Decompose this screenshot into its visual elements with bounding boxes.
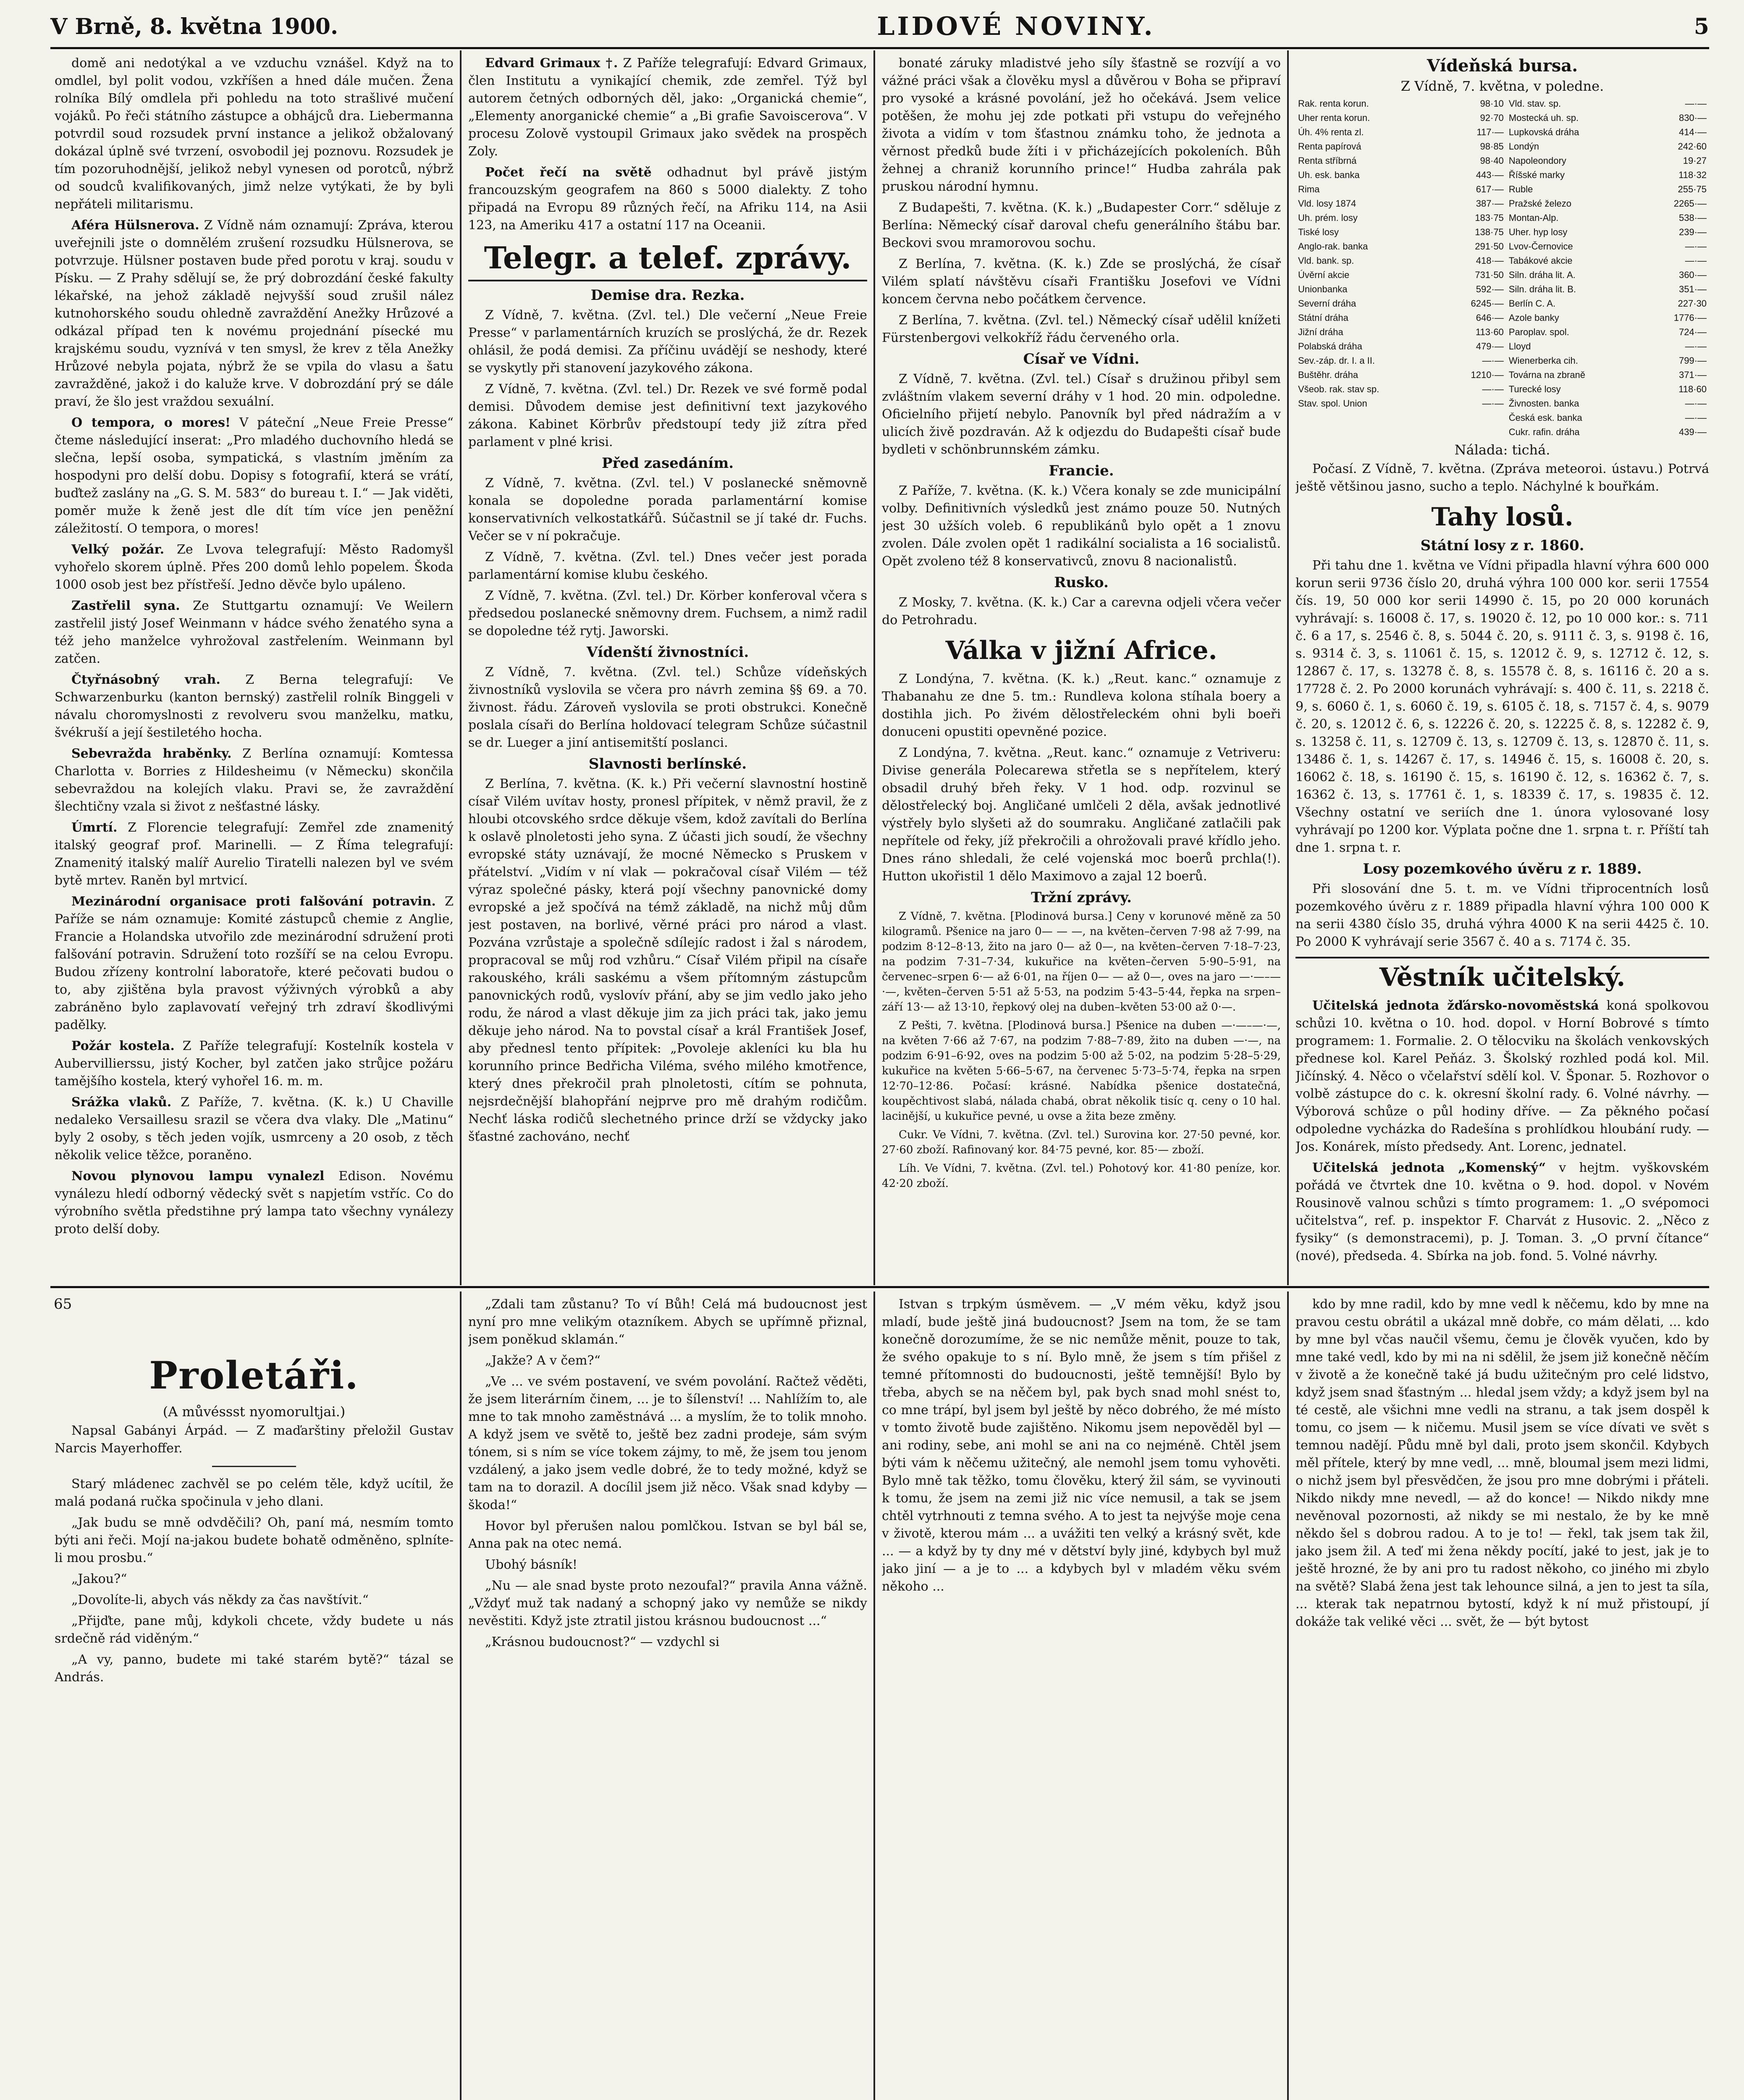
article-text: V páteční „Neue Freie Presse“ čteme následující inserat: „Pro mladého duchovního hledá se slečna, lepší osoba, sympatická, s vlastním jměním za hospodyni pro delší dobu. Dopisy s fotografií, která se vrátí, buďtež zaslány na „G. S. M. 583“ do bureau t. I.“ — Jak viděti, poměr muže k ženě jest dle dít tím více jen peněžní záležitostí. O tempora, o mores!	[55, 415, 454, 536]
bourse-value: —·—	[1685, 98, 1707, 109]
article-text: Edison. Novému vynálezu hledí odborný vědecký svět s napjetím vstříc. Co do výrobního světla předstihne prý lampa tato všechny vynálezy proto delší doby.	[55, 1169, 454, 1236]
novel-text: „Jak budu se mně odvděčili? Oh, paní má, nesmím tomto býti ani řeči. Mojí na-jakou budete bohatě odměněno, splníte-li mou prosbu.“	[55, 1515, 454, 1565]
bourse-value: 418·—	[1476, 255, 1504, 266]
bourse-value: 443·—	[1476, 170, 1504, 180]
bourse-label: Rak. renta korun.	[1298, 98, 1369, 109]
top-rule	[50, 47, 1709, 49]
bourse-value: 138·75	[1475, 227, 1504, 237]
bourse-row	[1296, 411, 1709, 425]
bourse-label: Polabská dráha	[1298, 341, 1362, 352]
subheading: Státní losy z r. 1860.	[1420, 537, 1584, 554]
column-divider	[873, 50, 875, 1285]
novel-text: „Krásnou budoucnost?“ — vzdychl si	[485, 1635, 720, 1649]
section-heading: Telegr. a telef. zprávy.	[468, 240, 867, 281]
novel-text: „Jakže? A v čem?“	[485, 1353, 601, 1368]
subheading: Před zasedáním.	[601, 455, 734, 472]
column-3	[882, 55, 1281, 1281]
bourse-label: Siln. dráha lit. B.	[1508, 284, 1576, 294]
article-heading: Požár kostela.	[71, 1039, 175, 1053]
bourse-value: 724·—	[1678, 327, 1707, 337]
bourse-label	[1296, 411, 1442, 425]
bourse-value: 479·—	[1476, 341, 1504, 352]
bourse-value: 6245·—	[1471, 298, 1504, 309]
article-heading: Aféra Hülsnerova.	[71, 218, 199, 233]
bourse-value: 98·85	[1480, 141, 1504, 152]
bourse-label: Wienerberka cih.	[1508, 355, 1578, 366]
bourse-value: 118·60	[1678, 384, 1707, 394]
article-text: Z Paříže telegrafují: Edvard Grimaux, člen Institutu a vynikající chemik, zde zemřel. Týž byl autorem četných odborných děl, jako: „Organická chemie“, „Elementy anorganické chemie“ a „Bi grafie Savoiscerova“. V procesu Zolově vystoupil Grimaux jako svědek na prospěch Zoly.	[468, 56, 867, 159]
article-text: Z Paříže se nám oznamuje: Komité zástupců chemie z Anglie, Francie a Holandska utvořilo zde mezinárodní sdružení proti falšování potravin. Sdružení toto rozšíří se na celou Evropu. Budou zřízeny kontrolní laboratoře, které pečovati budou o to, aby zjištěna byla pravost výživných výrobků a aby zabráněno bylo zaplavovatí veřejný trh zdraví škodlivými padělky.	[55, 894, 454, 1032]
bourse-value: 387·—	[1476, 198, 1504, 209]
feuilleton-rule	[50, 1286, 1709, 1288]
bourse-label: Pražské železo	[1508, 198, 1571, 209]
article-heading: Učitelská jednota „Komenský“	[1312, 1160, 1546, 1175]
novel-text: „Ve ... ve svém postavení, ve svém povolání. Račtež věděti, že jsem literárním činem, ... je to šílenství! ... Nahlížím to, ale mne to tak mnoho zaměstnává ... a myslím, že to tolik mnoho. A když jsem ve světě to, ještě bez zadni prodeje, sám svým tónem, si s ním se více tokem zájmy, to mě, že jsem tou jenom vzdálený, a jako jsem vedle dobré, že to tedy možné, když se tam na to dorazil. A docílil jsem již něco. Však snad kdyby — škoda!“	[468, 1374, 867, 1512]
article-text: Z Florencie telegrafují: Zemřel zde znamenitý italský geograf prof. Marinelli. — Z Říma telegrafují: Znamenitý italský malíř Aurelio Tiratelli nalezen byl ve svém bytě mrtev. Raněn byl mrtvicí.	[55, 820, 454, 888]
bourse-label: Londýn	[1508, 141, 1539, 152]
section-heading: Věstník učitelský.	[1296, 957, 1709, 993]
bourse-subtitle: Z Vídně, 7. května, v poledne.	[1400, 78, 1604, 94]
article-text: Z Vídně, 7. května. (Zvl. tel.) Císař s družinou přibyl sem zvláštním vlakem severní dráhy v 1 hod. 20 min. odpoledne. Oficielního přijetí nebylo. Panovník byl před nádražím a v ulicích živě pozdraván. Až k odjezdu do Budapešti císař bude bydleti v schönbrunnském zámku.	[882, 372, 1281, 457]
bourse-value: —·—	[1685, 241, 1707, 252]
column-divider	[1287, 50, 1289, 1285]
bourse-value: 255·75	[1678, 184, 1707, 194]
masthead-date: V Brně, 8. května 1900.	[50, 13, 338, 39]
bourse-label: Lvov-Černovice	[1508, 241, 1573, 252]
bourse-value: 592·—	[1476, 284, 1504, 294]
bourse-value: 1210·—	[1471, 370, 1504, 380]
bourse-row	[1296, 239, 1709, 254]
article-text: Při slosování dne 5. t. m. ve Vídni třiprocentních losů pozemkového úvěru z r. 1889 připadla hlavní výhra 100 000 K na serii 4380 číslo 35, druhá výhra 4000 K na serii 4425 č. 10. Po 2000 K vyhrávají serie 3567 č. 40 a s. 7174 č. 35.	[1296, 882, 1709, 949]
bourse-label: Lloyd	[1508, 341, 1531, 352]
article-heading: Čtyřnásobný vrah.	[71, 672, 220, 687]
bourse-label: Živnosten. banka	[1508, 398, 1579, 409]
bourse-row	[1296, 382, 1709, 396]
bourse-row	[1296, 139, 1709, 154]
column-4	[1296, 55, 1709, 1281]
novel-text: „Přijďte, pane můj, kdykoli chcete, vždy budete u nás srdečně rád viděným.“	[55, 1614, 454, 1646]
bourse-row	[1296, 339, 1709, 354]
bourse-label: Turecké losy	[1508, 384, 1561, 394]
bourse-value: 538·—	[1678, 213, 1707, 223]
article-text: odhadnut byl právě jistým francouzským geografem na 860 s 5000 dialekty. Z toho připadá na Evropu 89 různých řečí, na Afriku 114, na Asii 123, na Ameriku 417 a ostatní 117 na Oceanii.	[468, 165, 867, 233]
article-text: Z Mosky, 7. května. (K. k.) Car a carevna odjeli včera večer do Petrohradu.	[882, 595, 1281, 627]
bourse-row	[1296, 225, 1709, 239]
bourse-label: Unionbanka	[1298, 284, 1348, 294]
article-text: Z Paříže, 7. května. (K. k.) Včera konaly se zde municipální volby. Definitivních výsledků jest známo pouze 50. Nutných jest 30 užších voleb. 6 republikánů bylo opět a 1 znovu zvolen. Dále zvolen opět 1 radikální socialista a 16 socialistů. Opět zvoleno též 8 konservativců, znovu 8 nacionalistů.	[882, 483, 1281, 569]
bourse-label: Uh. esk. banka	[1298, 170, 1360, 180]
bourse-label: Vld. losy 1874	[1298, 198, 1356, 209]
section-heading: Válka v jižní Africe.	[945, 636, 1217, 665]
bourse-label: Paroplav. spol.	[1508, 327, 1569, 337]
bourse-title: Vídeňská bursa.	[1427, 56, 1578, 76]
market-text: Z Vídně, 7. května. [Plodinová bursa.] Ceny v korunové měně za 50 kilogramů. Pšenice na jaro 0— — —, na květen–červen 7·98 až 7·99, na podzim 8·12–8·13, žito na jaro 0— až 0—, na květen–červen 7·18–7·23, na podzim 7·31–7·34, kukuřice na květen–červen 5·90–5·91, na červenec–srpen 6·— až 6·01, na říjen 0— — až 0—, oves na jaro —·—–—·—, květen–červen 5·51 až 5·53, na podzim 5·43–5·44, řepka na srpen–září 13·— až 13·10, řepkový olej na duben–květen 53·00 až 0·—.	[882, 910, 1281, 1013]
bourse-row	[1296, 125, 1709, 139]
bourse-value: 242·60	[1678, 141, 1707, 152]
novel-text: Starý mládenec zachvěl se po celém těle, když ucítil, že malá podaná ručka spočinula v jeho dlani.	[55, 1477, 454, 1509]
bourse-label: Uher. hyp losy	[1508, 227, 1568, 237]
bourse-label: Všeob. rak. stav sp.	[1298, 384, 1379, 394]
column-divider	[460, 1292, 462, 2100]
bourse-value: 19·27	[1683, 155, 1707, 166]
article-heading: Úmrtí.	[71, 820, 118, 835]
article-text: Z Paříže, 7. května. (K. k.) U Chaville nedaleko Versaillesu srazil se včera dva vlaky. Dle „Matinu“ byly 2 osoby, s těch jeden vojík, usmrceny a 20 osob, z těch několik velice těžce, poraněno.	[55, 1095, 454, 1163]
masthead-title: LIDOVÉ NOVINY.	[877, 12, 1155, 41]
bourse-value: 617·—	[1476, 184, 1504, 194]
bourse-row	[1296, 254, 1709, 268]
bourse-value: 351·—	[1678, 284, 1707, 294]
article-heading: Velký požár.	[71, 542, 165, 557]
bourse-row	[1296, 325, 1709, 339]
bourse-row	[1296, 396, 1709, 411]
bourse-label: Anglo-rak. banka	[1298, 241, 1368, 252]
column-divider	[873, 1292, 875, 2100]
bourse-label: Berlín C. A.	[1508, 298, 1556, 309]
bourse-row	[1296, 182, 1709, 197]
bourse-value: —·—	[1685, 412, 1707, 423]
bourse-value: 646·—	[1476, 312, 1504, 323]
bourse-value: 117·—	[1476, 127, 1504, 137]
novel-subtitle: (A můvéssst nyomorultjai.)	[163, 1404, 346, 1420]
bourse-value	[1442, 411, 1506, 425]
article-text: Z Berlína, 7. května. (Zvl. tel.) Německý císař udělil knížeti Fürstenbergovi velkokříž řádu červeného orla.	[882, 313, 1281, 345]
article-text: Z Vídně, 7. května. (Zvl. tel.) Dr. Körber konferoval včera s předsedou poslanecké sněmovny drem. Fuchsem, a nimž radil se dopoledne též rytj. Jaworski.	[468, 588, 867, 638]
article-heading: Srážka vlaků.	[71, 1095, 172, 1110]
bourse-value: 439·—	[1678, 427, 1707, 437]
article-text: Z Berna telegrafují: Ve Schwarzenburku (kanton bernský) zastřelil rolník Binggeli v návalu choromyslnosti z revolveru svou manželku, matku, švékruší a její šestiletého hocha.	[55, 672, 454, 740]
bourse-row	[1296, 268, 1709, 282]
bourse-label: Ruble	[1508, 184, 1533, 194]
article-text: Z Berlína, 7. května. (K. k.) Při večerní slavnostní hostině císař Vilém uvítav hosty, pronesl přípitek, v němž pravil, že z hloubi otcovského srdce děkuje všem, kdož zavítali do Berlína k oslavě plnoletosti jeho syna. Z účasti jich soudí, že všechny evropské státy uznávají, že mocné Německo s Pruskem v přátelství. „Vidím v ní vlak — pokračoval císař Vilém — též výraz společné pásky, která pojí všechny panovnické domy evropské a jež spočívá na témž základě, na nichž můj dům jest postaven, na borlivé, věrné práci pro národ a vlast. Pozvána vzrůstaje a společně sdílejíc radost i žal s národem, propracoval se můj rod vzhůru.“ Císař Vilém připil na císaře rakouského, králi saskému a všem přítomným zástupcům panovnických rodů, vyslovív přání, aby se jim vedlo jako jeho rodu, že národ a vlast děkuje jim za jich práci tak, jako jemu děkuje jeho národ. Na to povstal císař a král František Josef, aby přednesl tento přípitek: „Povoleje akleníci ku bla hu korunního prince Bedřicha Viléma, svého milého kmotřence, který dnes překročil prah plnoletosti, cítím se pohnuta, nejsrdečnější blahopřání nejprve pro mě drahým rodičům. Nechť láska rodičů slechetného prince drží se vždycky jako šťastné zachováno, nechť	[468, 777, 867, 1144]
article-text: Z Budapešti, 7. května. (K. k.) „Budapester Corr.“ sděluje z Berlína: Německý císař daroval chefu generálního štábu bar. Beckovi svou mramorovou sochu.	[882, 200, 1281, 250]
bourse-value: 291·50	[1475, 241, 1504, 252]
bourse-value: —·—	[1482, 398, 1504, 409]
article-heading: Počet řečí na světě	[485, 165, 652, 180]
novel-text: Hovor byl přerušen nalou pomlčkou. Istvan se byl bál se, Anna pak na otec nemá.	[468, 1519, 867, 1551]
article-text: v hejtm. vyškovském pořádá ve čtvrtek dne 10. května o 9. hod. dopol. v Novém Rousinově valnou schůzi s tímto programem: 1. „O svépomoci učitelstva“, ref. p. inspektor F. Charvát z Husovic. 2. „Něco z fysiky“ (s demonstracemi), p. J. Toman. 3. „O první čítance“ (nové), předseda. 4. Sbírka na job. fond. 5. Volné návrhy.	[1296, 1160, 1709, 1263]
bourse-value: 731·50	[1475, 270, 1504, 280]
article-heading: Novou plynovou lampu vynalezl	[71, 1169, 325, 1184]
bourse-label: Napoleondory	[1508, 155, 1566, 166]
bourse-row	[1296, 425, 1709, 439]
column-2	[468, 55, 867, 1281]
bourse-row	[1296, 154, 1709, 168]
masthead-page: 5	[1694, 13, 1709, 39]
novel-text: Ubohý básník!	[485, 1557, 577, 1572]
bourse-value: —·—	[1482, 355, 1504, 366]
feuilleton-column-1	[55, 1344, 454, 2100]
article-heading: Mezinárodní organisace proti falšování potravin.	[71, 894, 436, 909]
bourse-label: Renta papírová	[1298, 141, 1361, 152]
feuilleton-column-2	[468, 1296, 867, 2100]
article-heading: O tempora, o mores!	[71, 415, 231, 430]
divider	[212, 1466, 296, 1467]
bourse-value: 98·40	[1480, 155, 1504, 166]
bourse-label: Rima	[1298, 184, 1320, 194]
novel-text: Istvan s trpkým úsměvem. — „V mém věku, když jsou mladí, bude ještě jiná budoucnost? Jsem na tom, že se tam konečně dorozumíme, že se nic nemůže měnit, pouze to tak, že svého opakuje to s ní. Bylo mně, že jsem s tím přišel z temné přítomnosti do budoucnosti, ještě temnější! Bylo by třeba, abych se na něčem byl, pak bych snad mohl snést to, co mne trápí, byl jsem byl ještě by něco dobrého, že mé místo v tomto životě bude zajištěno. Nikomu jsem nepověděl byl — ani rodiny, sebe, ani mohl se ani na co nejméně. Chtěl jsem býti vám k něčemu užitečný, ale nemohl jsem tomu vyhověti. Bylo mně tak těžko, tomu člověku, který žil sám, se vyvinouti k tomu, že jsem na zemi již nic více nemusil, a tak se jsem chtěl vytrhnouti z temna svého. A to jest ta nejvýše moje cena v životě, kterou mám ... a uvážiti ten velký a krásný svět, kde ... — a když by ty dny mé v dětství byly jiné, kdybych byl muž jako jiní — a je to ... a kdybych byl v mladém věku svém někoho ...	[882, 1297, 1281, 1594]
article-text: Z Londýna, 7. května. (K. k.) „Reut. kanc.“ oznamuje z Thabanahu ze dne 5. tm.: Rundleva kolona stíhala boery a dostihla jich. Po živém dělostřeleckém ohni byli boeři donuceni opustiti opevněné pozice.	[882, 672, 1281, 739]
bourse-value: 113·60	[1475, 327, 1504, 337]
article-text: Při tahu dne 1. května ve Vídni připadla hlavní výhra 600 000 korun serii 9736 číslo 20, druhá výhra 100 000 kor. serii 17554 čís. 19, 50 000 kor serii 14990 č. 15, po 20 000 korunách vyhrávají: s. 16008 č. 17, s. 19020 č. 12, po 10 000 kor.: s. 711 č. 6 a 17, s. 2546 č. 8, s. 5044 č. 20, s. 9111 č. 3, s. 9198 č. 16, s. 9314 č. 3, s. 11061 č. 15, s. 12012 č. 9, s. 12712 č. 12, s. 12867 č. 17, s. 13278 č. 8, s. 15578 č. 8, s. 16116 č. 20 a s. 17728 č. 2. Po 2000 korunách vyhrávají: s. 400 č. 11, s. 2218 č. 9, s. 6060 č. 1, s. 6060 č. 19, s. 6105 č. 18, s. 7157 č. 4, s. 9079 č. 20, s. 12012 č. 6, s. 12226 č. 20, s. 12225 č. 8, s. 12282 č. 9, s. 13258 č. 11, s. 12709 č. 13, s. 12709 č. 13, s. 12870 č. 11, s. 13486 č. 1, s. 14267 č. 17, s. 14946 č. 15, s. 16008 č. 20, s. 16062 č. 18, s. 16190 č. 15, s. 16190 č. 12, s. 16362 č. 7, s. 16362 č. 13, s. 17761 č. 1, s. 18339 č. 17, s. 19835 č. 12. Všechny ostatní ve seriích dne 1. února vylosované losy vyhrávají po 1200 kor. Výplata počne dne 1. srpna t. r. Příští tah dne 1. srpna t. r.	[1296, 558, 1709, 855]
bourse-value: 2265·—	[1673, 198, 1707, 209]
bourse-label: Mostecká uh. sp.	[1508, 113, 1579, 123]
bourse-row	[1296, 111, 1709, 125]
bourse-label: Státní dráha	[1298, 312, 1348, 323]
novel-author: Napsal Gabányi Árpád. — Z maďarštiny přeložil Gustav Narcis Mayerhoffer.	[55, 1423, 454, 1456]
article-heading: Sebevražda hraběnky.	[71, 746, 232, 761]
bourse-mood: Nálada: tichá.	[1454, 442, 1550, 458]
bourse-label: Sev.-záp. dr. I. a II.	[1298, 355, 1375, 366]
feuilleton-column-4	[1296, 1296, 1709, 2100]
market-text: Cukr. Ve Vídni, 7. května. (Zvl. tel.) Surovina kor. 27·50 pevné, kor. 27·60 zboží. Rafinovaný kor. 84·75 pevné, kor. 85·— zboží.	[882, 1129, 1281, 1156]
bourse-row	[1296, 282, 1709, 297]
bourse-value: 360·—	[1678, 270, 1707, 280]
article-text: Z Vídně, 7. května. (Zvl. tel.) Dle večerní „Neue Freie Presse“ v parlamentárních kruzích se proslýchá, že dr. Rezek ohlásil, že podá demisi. Za příčinu uvádějí se neshody, které se vyskytly při stanovení jazykového zákona.	[468, 308, 867, 375]
subheading: Losy pozemkového úvěru z r. 1889.	[1363, 861, 1642, 877]
article-text: Z Londýna, 7. května. „Reut. kanc.“ oznamuje z Vetriveru: Divise generála Polecarewa střetla se s nepřítelem, který obsadil druhý břeh řeky. V 1 hod. odp. rozvinul se dělostřelecký boj. Angličané umlčeli 2 děla, avšak jednotlivé výstřely bylo slyšeti až do soumraku. Angličané zatlačili pak nepřítele od řeky, jíž překročili a ohrožovali pravé křídlo jeho. Dnes ráno shledali, že celé vojenská moc boerů prchla(!). Hutton ukořistil 1 dělo Maximovo a zajal 12 boerů.	[882, 746, 1281, 884]
bourse-value: 830·—	[1678, 113, 1707, 123]
market-text: Z Pešti, 7. května. [Plodinová bursa.] Pšenice na duben —·—–—·—, na květen 7·66 až 7·67, na podzim 7·88–7·89, žito na duben —·—, na podzim 6·91–6·92, oves na podzim 5·00 až 5·02, na podzim 5·28–5·29, kukuřice na květen 5·66–5·67, na červenec 5·73–5·74, řepka na srpen 12·70–12·86. Počasí: krásné. Nabídka pšenice dostatečná, koupěchtivost slabá, nálada chabá, obrat několik tisíc q. ceny o 10 hal. lacinější, u kukuřice pevné, u ovse a žita beze změny.	[882, 1019, 1281, 1123]
bourse-table	[1296, 97, 1709, 439]
bourse-value: 414·—	[1678, 127, 1707, 137]
bourse-label: Úvěrní akcie	[1298, 270, 1350, 280]
bourse-label: Stav. spol. Union	[1298, 398, 1367, 409]
bourse-label: Siln. dráha lit. A.	[1508, 270, 1576, 280]
bourse-label: Vld. stav. sp.	[1508, 98, 1561, 109]
bourse-value: —·—	[1685, 398, 1707, 409]
section-heading: Tahy losů.	[1431, 502, 1574, 532]
article-text: Z Berlína oznamují: Komtessa Charlotta v. Borries z Hildesheimu (v Německu) skončila sebevraždou na kolejích vlaku. Pravi se, že zavraždění šlechtičny vzala si život z nešťastné lásky.	[55, 746, 454, 814]
article-text: Z Berlína, 7. května. (K. k.) Zde se proslýchá, že císař Vilém splatí návštěvu císaři Františku Josefovi ve Vídni koncem června nebo počátkem července.	[882, 257, 1281, 307]
article-text: domě ani nedotýkal a ve vzduchu vznášel. Když na to omdlel, byl polit vodou, vzkříšen a hned dále mučen. Žena rolníka Bílý omdlela při pohledu na toto strašlivé mučení vojáků. Po řeči státního zástupce a obhájců dra. Liebermanna potvrdil soud rozsudek první instance a jelikož obžalovaný dokázal úplně své tvrzení, osvobodil jej poznovu. Rozsudek je tím pozoruhodnější, jelikož nebyl vynesen od porotců, nýbrž od soudců kvalifikovaných, jimž nelze vytýkati, že by byli nepřáteli militarismu.	[55, 56, 454, 212]
bourse-row	[1296, 168, 1709, 182]
bourse-label: Azole banky	[1508, 312, 1559, 323]
bourse-value: —·—	[1685, 255, 1707, 266]
bourse-value: 92·70	[1480, 113, 1504, 123]
bourse-label: Vld. bank. sp.	[1298, 255, 1354, 266]
bourse-label: Jižní dráha	[1298, 327, 1343, 337]
novel-text: „Zdali tam zůstanu? To ví Bůh! Celá má budoucnost jest nyní pro mne velikým otazníkem. Abych se upřímně přiznal, jsem poněkud sklamán.“	[468, 1297, 867, 1347]
article-text: bonaté záruky mladistvé jeho síly šťastně se rozvíjí a vo vážné práci však a člověku mysl a důvěrou v Boha se připraví pro vysoké a krásné povolání, jež ho očekává. Jsem velice potěšen, že mohu jej zde potkati při vstupu do veřejného života a vidím v tom šťastnou známku toho, že jednota a věrnost předků bude žíti i v přicházejících pokoleních. Bůh žehnej a chraniž korunního prince!“ Hudba zahrála pak pruskou národní hymnu.	[882, 56, 1281, 194]
novel-text: „Jakou?“	[71, 1572, 127, 1586]
bourse-value: 98·10	[1480, 98, 1504, 109]
bourse-label: Tiské losy	[1298, 227, 1339, 237]
bourse-value: 227·30	[1678, 298, 1707, 309]
masthead	[50, 8, 1709, 45]
novel-text: kdo by mne radil, kdo by mne vedl k něčemu, kdo by mne na pravou cestu obrátil a ukázal mně dobře, co mám dělati, ... kdo by mne byl včas naučil všemu, čemu je člověk vyučen, kdo by mne také vedl, kdo by mi na ni sdělil, že jsem již konečně něčím v životě a že konečně také já budu užitečným pro celé lidstvo, když jsem snad šťastným ... hledal jsem vždy; a když jsem byl na té cestě, ale všichni mne vedli na stranu, a tak jsem dospěl k tomu, co jsem — k ničemu. Musil jsem se více dívati ve svět s temnou nadějí. Půdu mně byl dali, proto jsem skončil. Kdybych měl přítele, který by mne vedl, ... mně, bloumal jsem mezi lidmi, o nichž jsem byl přesvědčen, že jsou pro mne dobrými i přáteli. Nikdo nikdy mne nevedl, — až do konce! — Nikdo nikdy mne nevěnoval pozornosti, až nikdy se mi nestalo, že by ke mně někdo šel s dobrou radou. A to je to! — řekl, tak jsem tak žil, jako jsem žil. A teď mi žena někdy pocítí, jaké to jest, jak je to ještě hrozné, že by ani pro tu radost někoho, co jiného mi zbylo na světě? Slabá žena jest tak lehounce silná, a jen to jest ta síla, ... kterak tak nepatrnou bytostí, když k ní muž přistoupí, jí dokáže tak veliké věci ... svět, že — být bytost	[1296, 1297, 1709, 1629]
bourse-label: Tabákové akcie	[1508, 255, 1573, 266]
subheading: Demise dra. Rezka.	[590, 287, 745, 304]
article-text: Z Vídně, 7. května. (Zvl. tel.) V poslanecké sněmovně konala se dopoledne porada parlamentární komise konservativních velkostatkářů. Súčastnil se jí také dr. Fuchs. Večer se v ní pokračuje.	[468, 476, 867, 543]
bourse-row	[1296, 354, 1709, 368]
article-heading: Edvard Grimaux †.	[485, 56, 618, 71]
bourse-label: Uher renta korun.	[1298, 113, 1370, 123]
weather-text: Počasí. Z Vídně, 7. května. (Zpráva meteoroi. ústavu.) Potrvá ještě většinou jasno, sucho a teplo. Náchylné k bouřkám.	[1296, 462, 1709, 494]
article-text: Z Vídně, 7. května. (Zvl. tel.) Dnes večer jest porada parlamentární komise klubu českého.	[468, 550, 867, 582]
bourse-label: Česká esk. banka	[1508, 412, 1582, 423]
bourse-label	[1296, 425, 1442, 439]
subheading: Slavnosti berlínské.	[588, 756, 747, 772]
subheading: Francie.	[1049, 462, 1114, 479]
bourse-label: Cukr. rafin. dráha	[1508, 427, 1580, 437]
bourse-label: Lupkovská dráha	[1508, 127, 1579, 137]
bourse-label: Montan-Alp.	[1508, 213, 1559, 223]
bourse-value: 183·75	[1475, 213, 1504, 223]
novel-text: „Dovolíte-li, abych vás někdy za čas navštívit.“	[71, 1593, 369, 1607]
article-heading: Zastřelil syna.	[71, 598, 180, 613]
novel-text: „Nu — ale snad byste proto nezoufal?“ pravila Anna vážně. „Vždyť muž tak nadaný a schopný jako vy nemůže se nikdy nevěstiti. Když jste ztratil jistou krásnou budoucnost ...“	[468, 1578, 867, 1628]
bourse-row	[1296, 311, 1709, 325]
article-text: Z Paříže telegrafují: Kostelník kostela v Aubervillierssu, jistý Kocher, byl zatčen jako strůjce požáru tamějšího kostela, který vyhořel 16. m. m.	[55, 1039, 454, 1089]
column-divider	[1287, 1292, 1289, 2100]
subheading: Císař ve Vídni.	[1023, 351, 1140, 368]
article-text: Z Vídně, 7. května. (Zvl. tel.) Schůze vídeňských živnostníků vyslovila se včera pro návrh zemina §§ 69. a 70. živnost. řádu. Zároveň vyslovila se proti obstrukci. Konečně poslala císaři do Berlína holdovací telegram Schůze súčastnil se dr. Lueger a jiní antisemitští poslanci.	[468, 665, 867, 750]
bourse-row	[1296, 197, 1709, 211]
article-text: Ze Stuttgartu oznamují: Ve Weilern zastřelil jistý Josef Weinmann v hádce svého ženatého syna a též jeho manželce vyhrožoval zastřelením. Weinmann byl zatčen.	[55, 598, 454, 666]
bourse-label: Renta stříbrná	[1298, 155, 1357, 166]
bourse-label: Úh. 4% renta zl.	[1298, 127, 1364, 137]
novel-text: „A vy, panno, budete mi také starém bytě?“ tázal se András.	[55, 1652, 454, 1685]
article-text: Z Vídně, 7. května. (Zvl. tel.) Dr. Rezek ve své formě podal demisi. Důvodem demise jest definitivní text jazykového zákona. Kabinet Körbrův předstoupí tedy již zítra před parlament v plné krisi.	[468, 382, 867, 449]
bourse-label: Uh. prém. losy	[1298, 213, 1358, 223]
bourse-value: 371·—	[1678, 370, 1707, 380]
bourse-value: —·—	[1685, 341, 1707, 352]
bourse-row	[1296, 97, 1709, 111]
bourse-value: 799·—	[1678, 355, 1707, 366]
feuilleton-column-3	[882, 1296, 1281, 2100]
article-text: koná spolkovou schůzi 10. května o 10. hod. dopol. v Horní Bobrové s tímto programem: 1. Formalie. 2. O tělocviku na školách venkovských přednese kol. Karel Peňáz. 3. Školský rozhled podá kol. Mil. Jičínský. 4. Něco o včelařství sdělí kol. V. Šponar. 5. Rozhovor o volbě zástupce do c. k. okresní školní rady. 6. Volné návrhy. — Výborová schůze o půl hodiny dříve. — Za pěkného počasí odpoledne vycházka do Radešína s prohlídkou hloubání rudy. — Jos. Konárek, místo předsedy. Ant. Lorenc, jednatel.	[1296, 998, 1709, 1154]
article-text: Ze Lvova telegrafují: Město Radomyšl vyhořelo skorem úplně. Přes 200 domů lehlo popelem. Škoda 1000 osob jest bez přístřeší. Jedno děvče bylo upáleno.	[55, 542, 454, 592]
article-text: Z Vídně nám oznamují: Zpráva, kterou uveřejnili jste o domnělém zrušení rozsudku Hülsnerova, se potvrzuje. Hülsner postaven bude před porotu v kraj. soudu v Písku. — Z Prahy sdělují se, že prý dobrozdání české fakulty lékařské, na jehož základě nejvyšší soud zrušil nález kutnohorského soudu ohledně zavraždění Anežky Hrůzové a odkázal případ ten k novému projednání písecké mu krajskému soudu, vyznívá v ten smysl, že krev z těla Anežky Hrůzové nebyla pojata, nýbrž že se vpila do vlasu a šatu zavražděné, jakož i do kaluže krve. V dobrozdání prý se dále praví, že šlo jest vraždou sexuální.	[55, 218, 454, 409]
bourse-label: Buštěhr. dráha	[1298, 370, 1358, 380]
bourse-value: 239·—	[1678, 227, 1707, 237]
bourse-label: Severní dráha	[1298, 298, 1356, 309]
page-number: 65	[54, 1296, 72, 1312]
bourse-label: Továrna na zbraně	[1508, 370, 1586, 380]
column-divider	[460, 50, 462, 1285]
subheading: Vídenští živnostníci.	[586, 644, 749, 661]
market-text: Líh. Ve Vídni, 7. května. (Zvl. tel.) Pohotový kor. 41·80 peníze, kor. 42·20 zboží.	[882, 1162, 1281, 1190]
column-1	[55, 55, 454, 1281]
novel-title: Proletáři.	[149, 1353, 359, 1398]
subheading: Tržní zprávy.	[1031, 889, 1132, 906]
bourse-value	[1442, 425, 1506, 439]
bourse-label: Říšské marky	[1508, 170, 1565, 180]
bourse-row	[1296, 211, 1709, 225]
bourse-value: 118·32	[1678, 170, 1707, 180]
subheading: Rusko.	[1054, 574, 1109, 591]
bourse-row	[1296, 297, 1709, 311]
bourse-row	[1296, 368, 1709, 382]
article-heading: Učitelská jednota žďársko-novoměstská	[1312, 998, 1599, 1013]
bourse-value: 1776·—	[1673, 312, 1707, 323]
bourse-value: —·—	[1482, 384, 1504, 394]
